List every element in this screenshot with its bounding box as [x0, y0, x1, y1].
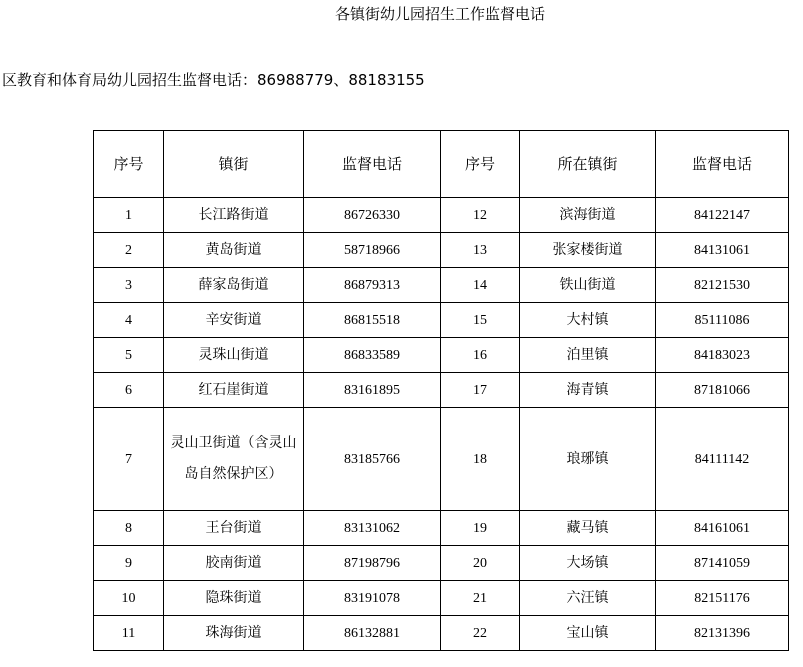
cell-town-right: 藏马镇 — [520, 511, 656, 546]
cell-phone-left: 83191078 — [304, 581, 441, 616]
supervision-phone-table — [93, 130, 789, 651]
table-row — [94, 373, 789, 408]
cell-phone-right: 84183023 — [656, 338, 789, 373]
table-row — [94, 268, 789, 303]
header-cell-index-right: 序号 — [441, 131, 520, 198]
cell-index-left: 3 — [94, 268, 164, 303]
cell-town-left: 王台街道 — [164, 511, 304, 546]
cell-town-right: 张家楼街道 — [520, 233, 656, 268]
cell-index-left: 4 — [94, 303, 164, 338]
table-row — [94, 198, 789, 233]
cell-phone-right: 84111142 — [656, 408, 789, 511]
cell-town-left: 长江路街道 — [164, 198, 304, 233]
cell-town-right: 琅琊镇 — [520, 408, 656, 511]
table-row — [94, 233, 789, 268]
header-cell-phone-left: 监督电话 — [304, 131, 441, 198]
cell-index-left: 10 — [94, 581, 164, 616]
cell-phone-right: 87141059 — [656, 546, 789, 581]
cell-index-left: 2 — [94, 233, 164, 268]
cell-phone-left: 86833589 — [304, 338, 441, 373]
cell-phone-left: 83161895 — [304, 373, 441, 408]
cell-index-right: 14 — [441, 268, 520, 303]
cell-index-right: 21 — [441, 581, 520, 616]
cell-phone-right: 82121530 — [656, 268, 789, 303]
cell-phone-right: 85111086 — [656, 303, 789, 338]
cell-phone-left: 86132881 — [304, 616, 441, 651]
table-row — [94, 581, 789, 616]
cell-town-right: 海青镇 — [520, 373, 656, 408]
header-cell-phone-right: 监督电话 — [656, 131, 789, 198]
cell-index-left: 6 — [94, 373, 164, 408]
cell-phone-left: 86815518 — [304, 303, 441, 338]
cell-town-right: 六汪镇 — [520, 581, 656, 616]
cell-phone-right: 84131061 — [656, 233, 789, 268]
header-cell-index-left: 序号 — [94, 131, 164, 198]
cell-index-right: 20 — [441, 546, 520, 581]
cell-phone-left: 86879313 — [304, 268, 441, 303]
cell-index-right: 22 — [441, 616, 520, 651]
page-title: 各镇街幼儿园招生工作监督电话 — [334, 5, 545, 23]
cell-town-left: 红石崖街道 — [164, 373, 304, 408]
cell-town-left: 灵珠山街道 — [164, 338, 304, 373]
cell-phone-left: 83185766 — [304, 408, 441, 511]
cell-town-left: 胶南街道 — [164, 546, 304, 581]
cell-index-right: 18 — [441, 408, 520, 511]
cell-town-right: 大村镇 — [520, 303, 656, 338]
cell-town-right: 大场镇 — [520, 546, 656, 581]
cell-index-right: 16 — [441, 338, 520, 373]
cell-phone-left: 83131062 — [304, 511, 441, 546]
cell-index-left: 8 — [94, 511, 164, 546]
cell-phone-right: 84161061 — [656, 511, 789, 546]
cell-town-left: 珠海街道 — [164, 616, 304, 651]
table-header-row — [94, 131, 789, 198]
cell-town-left: 灵山卫街道（含灵山岛自然保护区） — [164, 408, 304, 511]
cell-index-left: 5 — [94, 338, 164, 373]
cell-phone-right: 87181066 — [656, 373, 789, 408]
table-row — [94, 338, 789, 373]
cell-town-right: 泊里镇 — [520, 338, 656, 373]
cell-phone-left: 86726330 — [304, 198, 441, 233]
cell-town-left: 薛家岛街道 — [164, 268, 304, 303]
cell-index-right: 19 — [441, 511, 520, 546]
cell-town-left: 隐珠街道 — [164, 581, 304, 616]
header-cell-town-left: 镇街 — [164, 131, 304, 198]
cell-phone-left: 58718966 — [304, 233, 441, 268]
cell-phone-right: 84122147 — [656, 198, 789, 233]
cell-town-right: 宝山镇 — [520, 616, 656, 651]
table-row — [94, 546, 789, 581]
table-row — [94, 511, 789, 546]
cell-index-left: 1 — [94, 198, 164, 233]
table-row — [94, 616, 789, 651]
cell-index-right: 15 — [441, 303, 520, 338]
table-row — [94, 303, 789, 338]
cell-phone-right: 82131396 — [656, 616, 789, 651]
header-cell-town-right: 所在镇街 — [520, 131, 656, 198]
cell-index-right: 17 — [441, 373, 520, 408]
cell-town-left: 黄岛街道 — [164, 233, 304, 268]
cell-phone-left: 87198796 — [304, 546, 441, 581]
table-row — [94, 408, 789, 511]
cell-index-left: 7 — [94, 408, 164, 511]
cell-phone-right: 82151176 — [656, 581, 789, 616]
cell-index-right: 12 — [441, 198, 520, 233]
cell-index-right: 13 — [441, 233, 520, 268]
cell-town-right: 滨海街道 — [520, 198, 656, 233]
cell-town-left: 辛安街道 — [164, 303, 304, 338]
cell-town-right: 铁山街道 — [520, 268, 656, 303]
cell-index-left: 11 — [94, 616, 164, 651]
supervision-hotline: 区教育和体育局幼儿园招生监督电话：86988779、88183155 — [2, 71, 425, 89]
cell-index-left: 9 — [94, 546, 164, 581]
